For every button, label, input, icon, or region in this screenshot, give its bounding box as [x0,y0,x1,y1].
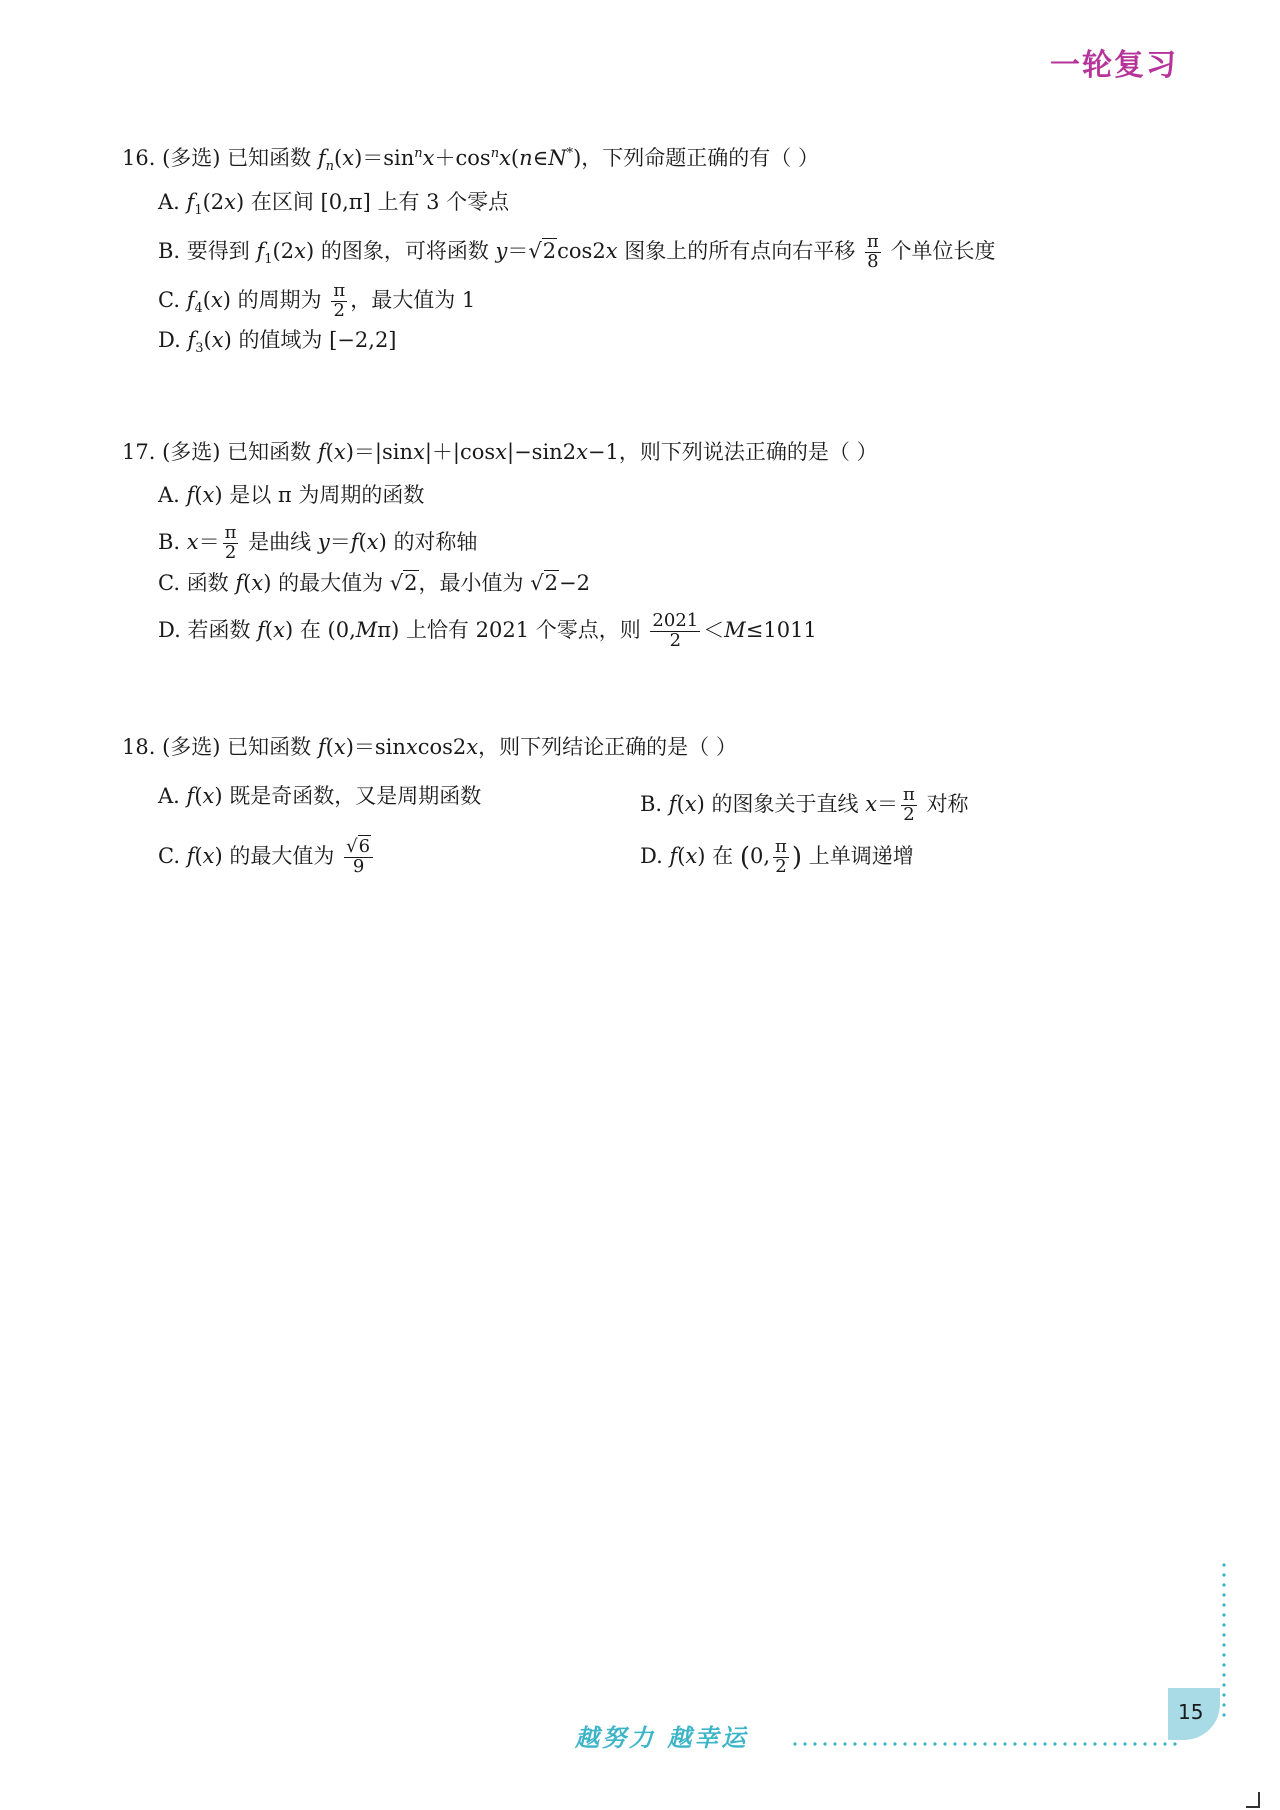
q18-tag: (多选) [162,735,221,759]
q17-stem-pre: 已知函数 [227,440,312,464]
q18-option-d: D. f(x) 在 (0, $\frac{\pi}{2}$ ) 上单调递增 [640,836,914,877]
page-number: 15 [1178,1700,1204,1724]
q18-option-a: A. f(x) 既是奇函数，又是周期函数 [158,784,482,808]
q17-option-b: B. x＝ $\frac{\pi}{2}$ 是曲线 y＝f(x) 的对称轴 [158,522,478,563]
q17-option-c: C. 函数 f(x) 的最大值为 √2，最小值为 √2−2 [158,571,590,595]
q17-option-d: D. 若函数 f(x) 在 (0,Mπ) 上恰有 2021 个零点，则 $\frac{2021}{2}$ ＜M≤1011 [158,610,817,651]
q18-formula: f(x)＝sinxcos2x [317,735,479,759]
q17-formula: f(x)＝|sinx|＋|cosx|−sin2x−1 [317,440,619,464]
q16-option-a: A. $f_1(2x)$ 在区间 [0,π] 上有 3 个零点 [158,190,510,219]
q16-number: 16. [122,146,156,170]
corner-crop-mark [1246,1792,1260,1808]
q16-tag: (多选) [162,146,221,170]
q16-option-c: C. $f_4(x)$ 的周期为 $\frac{\pi}{2}$ ，最大值为 1 [158,280,476,321]
q18-option-b: B. f(x) 的图象关于直线 x＝ $\frac{\pi}{2}$ 对称 [640,784,969,825]
q17-stem-post: ，则下列说法正确的是（ ） [618,440,878,464]
decorative-dotted-line-horizontal [790,1742,1180,1746]
question-18-stem [122,737,737,758]
q17-number: 17. [122,440,156,464]
decorative-dotted-line-vertical [1222,1560,1226,1720]
q18-stem-post: ，则下列结论正确的是（ ） [478,735,737,759]
section-title: 一轮复习 [1050,48,1178,83]
q18-stem-pre: 已知函数 [227,735,312,759]
q17-option-a: A. f(x) 是以 π 为周期的函数 [158,483,425,507]
footer-motto: 越努力 越幸运 [575,1724,749,1752]
q18-number: 18. [122,735,156,759]
q16-stem-pre: 已知函数 [227,146,312,170]
q17-tag: (多选) [162,440,221,464]
question-16-stem [122,146,819,175]
q16-option-b: B. 要得到 $f_1(2x)$ 的图象，可将函数 y＝√2cos2x 图象上的所有点向右平移 $\frac{\pi}{8}$ 个单位长度 [158,231,996,272]
q16-formula: $f_n(x)=\sin^nx+\cos^nx(n\in N^*)$ [317,146,582,175]
q18-option-c: C. f(x) 的最大值为 $\frac{√6}{9}$ [158,838,376,877]
question-17-stem [122,442,878,463]
q16-option-d: D. $f_3(x)$ 的值域为 [−2,2] [158,328,397,357]
q16-stem-post: ，下列命题正确的有（ ） [581,146,819,170]
